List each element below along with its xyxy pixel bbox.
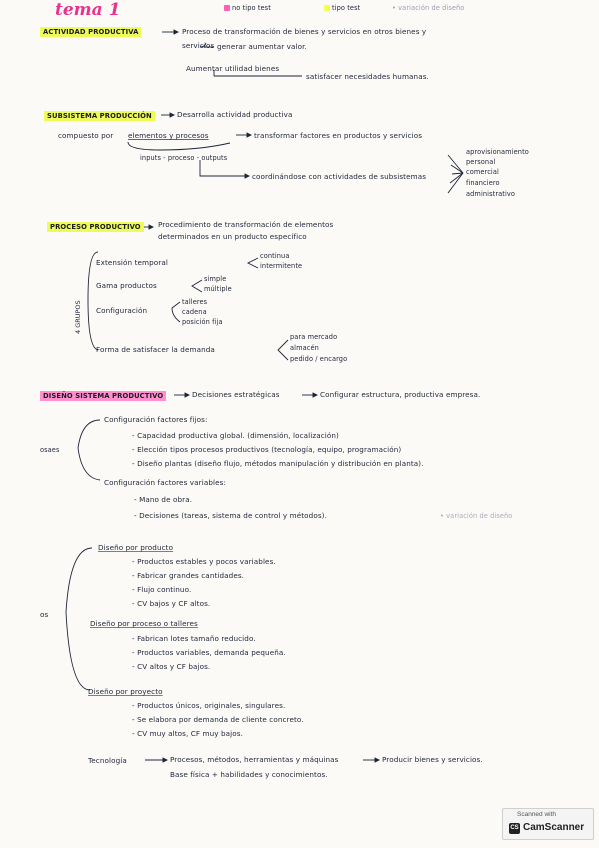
actividad-def-line1: Proceso de transformación de bienes y servicios en otros bienes y — [182, 27, 427, 36]
tipos-side-label: os — [40, 610, 49, 619]
tipos-producto-2: - Fabricar grandes cantidades. — [132, 571, 245, 580]
gama-simple: simple — [204, 275, 227, 283]
proceso-def-line2: determinados en un producto específico — [158, 232, 307, 241]
heading-actividad: ACTIVIDAD PRODUCTIVA — [40, 27, 141, 37]
tipos-producto-4: - CV bajos y CF altos. — [132, 599, 211, 608]
sub-administrativo: administrativo — [466, 190, 516, 198]
subsistema-compuesto: compuesto por — [58, 131, 114, 140]
proceso-gama: Gama productos — [96, 281, 157, 290]
tipos-proceso-title: Diseño por proceso o talleres — [90, 619, 198, 628]
camscanner-watermark — [502, 808, 594, 840]
pink-tag-icon — [224, 5, 230, 11]
proceso-grupos-label: 4 GRUPOS — [74, 300, 82, 334]
tipos-producto-1: - Productos estables y pocos variables. — [132, 557, 276, 566]
conf-cadena: cadena — [182, 308, 207, 316]
scanned-with-text: Scanned with — [517, 811, 557, 818]
diseno-side-label: osaes — [40, 446, 60, 454]
forma-pedido: pedido / encargo — [290, 355, 348, 363]
legend-no-test: no tipo test — [232, 4, 271, 12]
subsistema-ipo: inputs - proceso - outputs — [140, 154, 228, 162]
diseno-var-title: Configuración factores variables: — [104, 478, 226, 487]
sub-personal: personal — [466, 158, 496, 166]
tipos-proceso-1: - Fabrican lotes tamaño reducido. — [132, 634, 256, 643]
actividad-generar: generar aumentar valor. — [217, 42, 307, 51]
conf-talleres: talleres — [182, 298, 208, 306]
conf-posicion: posición fija — [182, 318, 223, 326]
proceso-def-line1: Procedimiento de transformación de elementos — [158, 220, 334, 229]
diseno-def: Decisiones estratégicas — [192, 390, 280, 399]
tipos-proceso-2: - Productos variables, demanda pequeña. — [132, 648, 286, 657]
page-title: tema 1 — [55, 0, 121, 20]
diseno-faint-note: • variación de diseño — [440, 512, 513, 520]
tecnologia-result: Producir bienes y servicios. — [382, 755, 483, 764]
subsistema-elementos: elementos y procesos — [128, 131, 209, 140]
actividad-satisfacer: satisfacer necesidades humanas. — [306, 72, 429, 81]
tipos-producto-3: - Flujo continuo. — [132, 585, 192, 594]
diseno-fijo-3: - Diseño plantas (diseño flujo, métodos manipulación y distribución en planta). — [132, 459, 424, 468]
forma-mercado: para mercado — [290, 333, 338, 341]
tecnologia-label: Tecnología — [88, 756, 127, 765]
heading-proceso: PROCESO PRODUCTIVO — [47, 222, 144, 232]
subsistema-coord: coordinándose con actividades de subsistemas — [252, 172, 427, 181]
sub-financiero: financiero — [466, 179, 500, 187]
sub-comercial: comercial — [466, 168, 499, 176]
tipos-proyecto-3: - CV muy altos, CF muy bajos. — [132, 729, 243, 738]
tipos-producto-title: Diseño por producto — [98, 543, 174, 552]
tecnologia-line2: Base física + habilidades y conocimientos. — [170, 770, 328, 779]
diseno-var-2: - Decisiones (tareas, sistema de control y métodos). — [134, 511, 327, 520]
diseno-fijo-1: - Capacidad productiva global. (dimensión, localización) — [132, 431, 339, 440]
heading-subsistema: SUBSISTEMA PRODUCCIÓN — [44, 111, 155, 121]
camscanner-logo-icon: CS — [509, 823, 520, 834]
actividad-def-line2: servicios — [182, 41, 215, 50]
forma-almacen: almacén — [290, 344, 319, 352]
yellow-tag-icon — [324, 5, 330, 11]
tipos-proyecto-title: Diseño por proyecto — [88, 687, 163, 696]
proceso-configuracion: Configuración — [96, 306, 148, 315]
proceso-forma: Forma de satisfacer la demanda — [96, 345, 215, 354]
diseno-var-1: - Mano de obra. — [134, 495, 193, 504]
heading-diseno: DISEÑO SISTEMA PRODUCTIVO — [40, 391, 166, 401]
tipos-proyecto-1: - Productos únicos, originales, singulares. — [132, 701, 286, 710]
camscanner-brand: CamScanner — [523, 822, 585, 833]
legend-faint: • variación de diseño — [392, 4, 465, 12]
ext-intermitente: intermitente — [260, 262, 303, 270]
sub-aprovisionamiento: aprovisionamiento — [466, 148, 529, 156]
diseno-result: Configurar estructura, productiva empresa. — [320, 390, 481, 399]
gama-multiple: múltiple — [204, 285, 232, 293]
subsistema-transformar: transformar factores en productos y servicios — [254, 131, 423, 140]
actividad-aumentar: Aumentar utilidad bienes — [186, 64, 280, 73]
legend-test: tipo test — [332, 4, 361, 12]
tecnologia-line1: Procesos, métodos, herramientas y máquinas — [170, 755, 339, 764]
diseno-fijos-title: Configuración factores fijos: — [104, 415, 208, 424]
tipos-proyecto-2: - Se elabora por demanda de cliente concreto. — [132, 715, 304, 724]
ext-continua: continua — [260, 252, 290, 260]
subsistema-def: Desarrolla actividad productiva — [177, 110, 293, 119]
diseno-fijo-2: - Elección tipos procesos productivos (tecnología, equipo, programación) — [132, 445, 402, 454]
proceso-extension: Extensión temporal — [96, 258, 168, 267]
tipos-proceso-3: - CV altos y CF bajos. — [132, 662, 211, 671]
